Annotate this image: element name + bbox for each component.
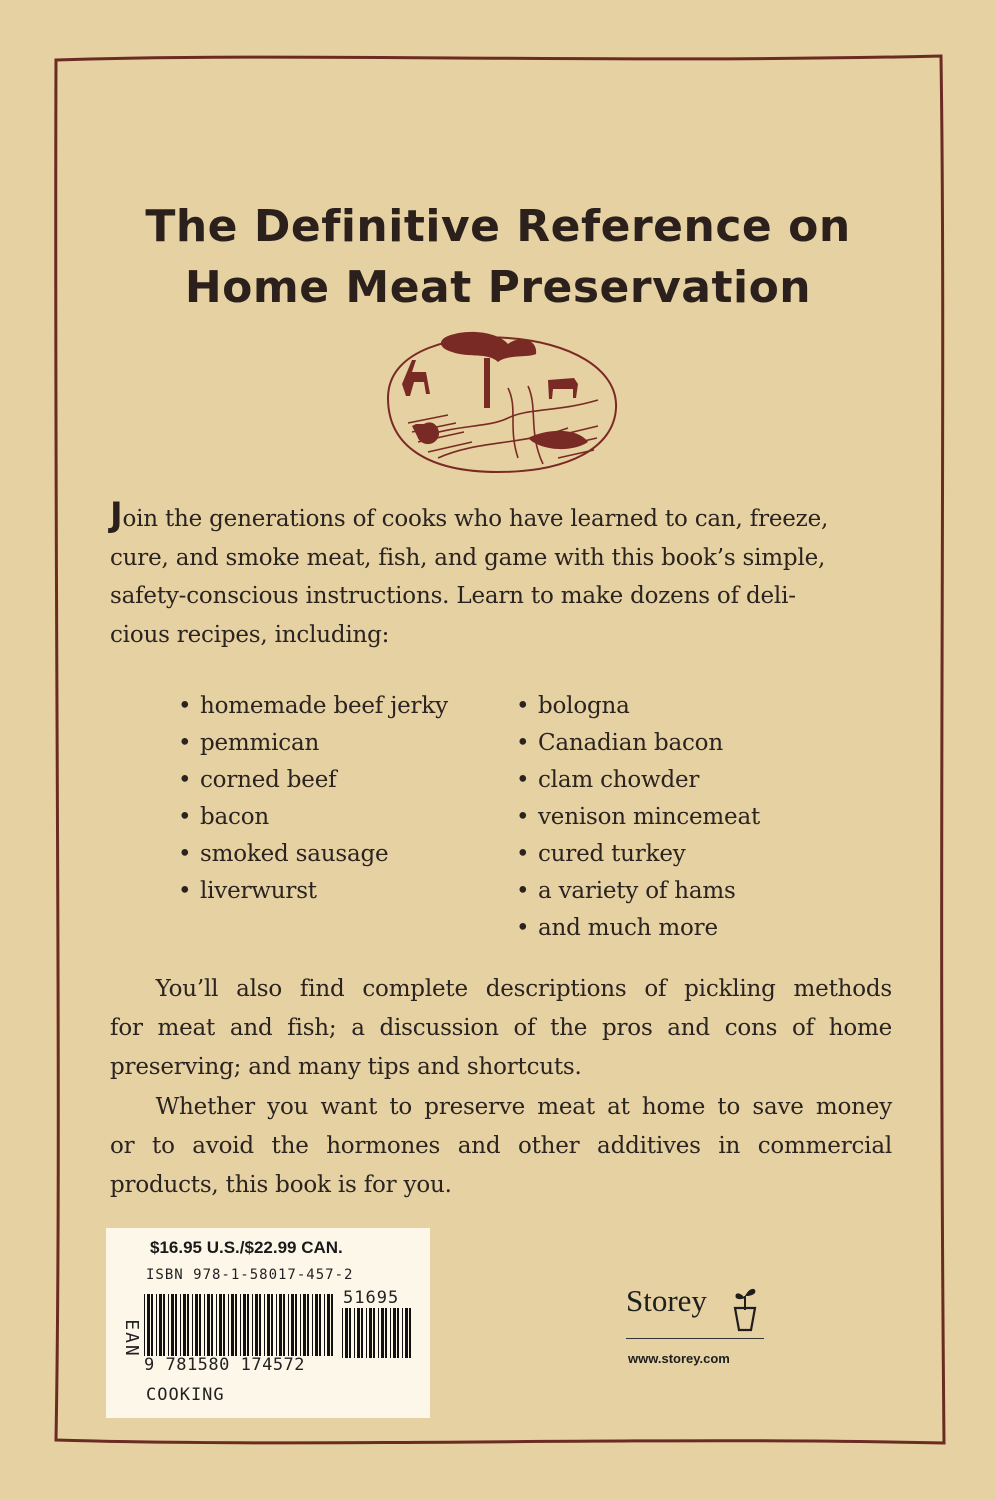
barcode-bar [369, 1308, 372, 1358]
barcode-bar [345, 1308, 348, 1358]
paragraph-line: for meat and fish; a discussion of the pros and cons of home [110, 1015, 892, 1041]
drop-cap: J [110, 495, 123, 535]
barcode-bar [291, 1294, 294, 1356]
barcode-bar [199, 1294, 201, 1356]
barcode-bar [331, 1294, 333, 1356]
barcode-bar [288, 1294, 289, 1356]
list-item: • venison mincemeat [516, 799, 760, 836]
barcode-digits: 9 781580 174572 [144, 1355, 306, 1375]
barcode-bar [183, 1294, 186, 1356]
list-item: • corned beef [178, 762, 448, 799]
barcode-bar [151, 1294, 153, 1356]
barcode-bars [144, 1294, 334, 1356]
barcode-bar [312, 1294, 313, 1356]
barcode-bar [231, 1294, 234, 1356]
list-item: • bacon [178, 799, 448, 836]
barcode-bar [402, 1308, 403, 1358]
barcode-bar [271, 1294, 273, 1356]
intro-paragraph [110, 495, 892, 654]
barcode-bar [327, 1294, 330, 1356]
barcode-bar [381, 1308, 384, 1358]
publisher-divider [626, 1338, 764, 1339]
barcode-bar [283, 1294, 285, 1356]
barcode-bar [267, 1294, 270, 1356]
barcode-bar [216, 1294, 217, 1356]
barcode-bar [211, 1294, 213, 1356]
barcode-bar [378, 1308, 379, 1358]
paragraph-line: or to avoid the hormones and other additives in commercial [110, 1133, 892, 1159]
isbn: ISBN 978-1-58017-457-2 [146, 1267, 354, 1283]
barcode-bar [219, 1294, 222, 1356]
list-item: • and much more [516, 910, 760, 947]
barcode-bar [405, 1308, 408, 1358]
barcode-bar [264, 1294, 265, 1356]
list-item: • liverwurst [178, 873, 448, 910]
publisher-url: www.storey.com [628, 1351, 730, 1366]
ean-text: EAN [120, 1319, 142, 1358]
barcode-bar [171, 1294, 174, 1356]
barcode-bar [259, 1294, 261, 1356]
price: $16.95 U.S./$22.99 CAN. [150, 1238, 343, 1257]
barcode-bar [319, 1294, 321, 1356]
barcode-bar [385, 1308, 387, 1358]
barcode-bar [240, 1294, 241, 1356]
recipe-list-right [516, 688, 760, 947]
barcode-bar [307, 1294, 309, 1356]
title-line-1: The Definitive Reference on [145, 201, 851, 252]
barcode-bar [180, 1294, 181, 1356]
publisher-logo: Storey [626, 1283, 707, 1318]
barcode-bar [255, 1294, 258, 1356]
intro-line-4: cious recipes, including: [110, 621, 390, 648]
closing-paragraph [110, 1088, 892, 1205]
intro-line-1: oin the generations of cooks who have learned to can, freeze, [122, 506, 829, 532]
barcode-bar [349, 1308, 351, 1358]
list-item: • smoked sausage [178, 836, 448, 873]
barcode-bar [247, 1294, 249, 1356]
barcode-bar [204, 1294, 205, 1356]
barcode-bar [187, 1294, 189, 1356]
barcode-label [106, 1228, 430, 1418]
barcode-bar [156, 1294, 157, 1356]
barcode-bar [357, 1308, 360, 1358]
list-item: • pemmican [178, 725, 448, 762]
barcode-bar [354, 1308, 355, 1358]
barcode-bar [390, 1308, 391, 1358]
barcode-bar [147, 1294, 150, 1356]
barcode-bar [393, 1308, 396, 1358]
addon-barcode-bars [342, 1308, 412, 1358]
barcode-bar [373, 1308, 375, 1358]
list-item: • Canadian bacon [516, 725, 760, 762]
barcode-bar [279, 1294, 282, 1356]
barcode-bar [192, 1294, 193, 1356]
barcode-bar [324, 1294, 325, 1356]
barcode-bar [243, 1294, 246, 1356]
addon-digits: 51695 [343, 1288, 400, 1308]
barcode-bar [207, 1294, 210, 1356]
barcode-bar [397, 1308, 399, 1358]
paragraph-line: products, this book is for you. [110, 1172, 452, 1198]
paragraph-line: preserving; and many tips and shortcuts. [110, 1054, 582, 1080]
barcode-bar [361, 1308, 363, 1358]
list-item: • clam chowder [516, 762, 760, 799]
list-item: • cured turkey [516, 836, 760, 873]
paragraph-line: You’ll also find complete descriptions of pickling methods [110, 976, 892, 1002]
barcode-bar [300, 1294, 301, 1356]
barcode-bar [276, 1294, 277, 1356]
barcode-bar [144, 1294, 145, 1356]
list-item: • bologna [516, 688, 760, 725]
barcode-bar [175, 1294, 177, 1356]
barcode-bar [223, 1294, 225, 1356]
intro-line-3: safety-conscious instructions. Learn to make dozens of deli- [110, 583, 796, 609]
barcode-bar [168, 1294, 169, 1356]
barcode-bar [195, 1294, 198, 1356]
landscape-illustration [378, 328, 622, 476]
barcode-bar [342, 1308, 343, 1358]
barcode-bar [163, 1294, 165, 1356]
barcode-bar [366, 1308, 367, 1358]
barcode-bar [235, 1294, 237, 1356]
barcode-bar [303, 1294, 306, 1356]
recipe-list-left [178, 688, 448, 910]
barcode-bar [295, 1294, 297, 1356]
barcode-bar [252, 1294, 253, 1356]
page-title [60, 196, 936, 318]
ean-label [112, 1306, 142, 1366]
barcode-bar [228, 1294, 229, 1356]
list-item: • a variety of hams [516, 873, 760, 910]
title-line-2: Home Meat Preservation [184, 262, 812, 313]
paragraph-line: Whether you want to preserve meat at home to save money [110, 1094, 892, 1120]
list-item: • homemade beef jerky [178, 688, 448, 725]
barcode-bar [315, 1294, 318, 1356]
barcode-bar [409, 1308, 411, 1358]
pickling-paragraph [110, 970, 892, 1087]
intro-line-2: cure, and smoke meat, fish, and game with this book’s simple, [110, 544, 826, 571]
barcode-bar [159, 1294, 162, 1356]
sprout-pot-icon [730, 1284, 760, 1334]
category: COOKING [146, 1385, 225, 1405]
